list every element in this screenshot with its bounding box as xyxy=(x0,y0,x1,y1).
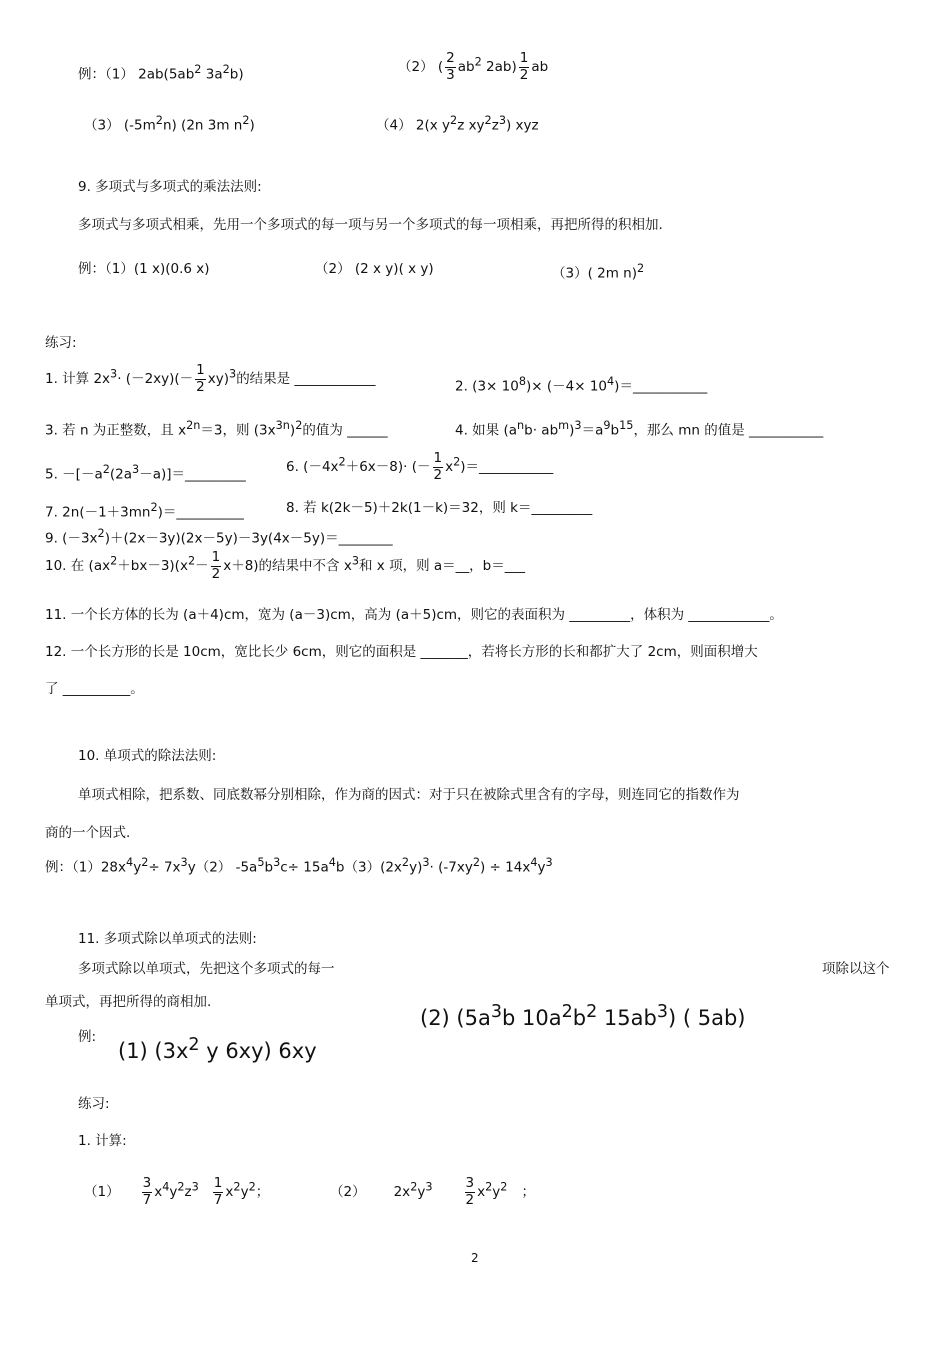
example-8-1: 例：（1） $2ab(5ab^2$ $3a^2b$) xyxy=(78,63,244,83)
section-10-rule-cont: 商的一个因式. xyxy=(45,825,131,841)
practice-q7: 7. $2n(-1+3mn^2)=\_\_\_\_\_\_\_\_\_\_$ xyxy=(45,501,244,521)
practice-q12-cont: 了 __________。 xyxy=(45,681,144,697)
example-9-1: 例：（1）(1 x)(0.6 x) xyxy=(78,261,210,277)
practice-q1: 1. 计算 $2x^3\cdot (-2xy)(-$ $\frac{1}{2}$ xy)$^3$的结果是 ____________ xyxy=(45,362,376,395)
practice-q12: 12. 一个长方形的长是 10cm，宽比长少 6cm，则它的面积是 _______，若将长方形的长和都扩大了 2cm，则面积增大 xyxy=(45,644,758,660)
example-10: 例：$(1)28x^4y^2\div 7x^3y(2)$ $-5a^5b^3c\div 15a^4b(3)(2x^2y)^3\cdot (-7xy^2) \div 14x^4y^3$ xyxy=(45,856,553,876)
example-8-4: （4） 2(x $y^2z$ $xy^2z^3$) xyz xyxy=(376,114,539,134)
section-11-rule: 多项式除以单项式，先把这个多项式的每一 xyxy=(78,961,335,977)
practice-2-heading: 练习: xyxy=(78,1096,110,1112)
section-11-rule-right: 项除以这个 xyxy=(822,961,890,977)
example-11-2: (2) ($5a^3b$ $10a^2b^2$ $15ab^3$) ( 5ab) xyxy=(420,1002,746,1030)
section-11-title: 11. 多项式除以单项式的法则: xyxy=(78,931,257,947)
practice-q10: 10. 在 $(ax^2+bx-3)(x^2-$ $\frac{1}{2}$ x＋8)的结果中不含 $x^3$和 x 项，则 a＝__，b＝___ xyxy=(45,549,525,582)
practice-q5: 5. $-[-a^2(2a^3-a)]=\_\_\_\_\_\_\_\_\_$ xyxy=(45,463,246,483)
example-8-2: （2） ( $\frac{2}{3}$ $ab^2$ 2ab) $\frac{1}{2}$ ab xyxy=(398,50,549,83)
practice-q4: 4. 如果 $(a^nb\cdot ab^m)^3=a^9b^{15}$，那么 mn 的值是 ___________ xyxy=(455,419,824,439)
section-11-rule-cont: 单项式，再把所得的商相加. xyxy=(45,994,212,1010)
example-8-3: （3） $(-5m^2n)$ (2n 3m $n^2$) xyxy=(84,114,255,134)
page-number: 2 xyxy=(471,1251,479,1265)
example-9-2: （2） (2 x y)( x y) xyxy=(315,261,434,277)
practice-q9: 9. $(-3x^2)+(2x-3y)(2x-5y)-3y(4x-5y)=\_\_\_\_\_\_\_\_$ xyxy=(45,527,393,547)
section-10-rule: 单项式相除，把系数、同底数幂分别相除，作为商的因式：对于只在被除式里含有的字母，则连同它的指数作为 xyxy=(78,787,740,803)
practice-2-q1-b: （2） $2x^2y^3$ $\frac{3}{2}$ $x^2y^2$ ； xyxy=(330,1175,535,1208)
practice-q11: 11. 一个长方体的长为 (a＋4)cm，宽为 (a－3)cm，高为 (a＋5)cm，则它的表面积为 _________，体积为 ____________。 xyxy=(45,607,783,623)
practice-heading: 练习: xyxy=(45,335,77,351)
section-9-title: 9. 多项式与多项式的乘法法则: xyxy=(78,179,262,195)
practice-q3: 3. 若 n 为正整数，且 $x^{2n}=3$，则 $(3x^{3n})^2$的值为 ______ xyxy=(45,419,388,439)
practice-q6: 6. $(-4x^2+6x-8)\cdot$ (－ $\frac{1}{2}$ $x^2)=\_\_\_\_\_\_\_\_\_\_\_$ xyxy=(286,450,554,483)
practice-2-q1: 1. 计算: xyxy=(78,1133,127,1149)
practice-q8: 8. 若 k(2k－5)＋2k(1－k)＝32，则 k＝_________ xyxy=(286,500,593,516)
example-11-1: (1) ($3x^2$ y 6xy) 6xy xyxy=(118,1035,317,1063)
section-9-rule: 多项式与多项式相乘，先用一个多项式的每一项与另一个多项式的每一项相乘，再把所得的积相加. xyxy=(78,217,663,233)
example-11-label: 例: xyxy=(78,1029,97,1045)
practice-2-q1-a: （1） $\frac{3}{7}$ $x^4y^2z^3$ $\frac{1}{7}$ $x^2y^2$； xyxy=(84,1175,270,1208)
example-9-3: （3）( 2m n)$^2$ xyxy=(552,262,645,282)
section-10-title: 10. 单项式的除法法则: xyxy=(78,748,217,764)
practice-q2: 2. $(3\times 10^8)\times (-4\times$ $10^4)=\_\_\_\_\_\_\_\_\_\_\_$ xyxy=(455,375,708,395)
